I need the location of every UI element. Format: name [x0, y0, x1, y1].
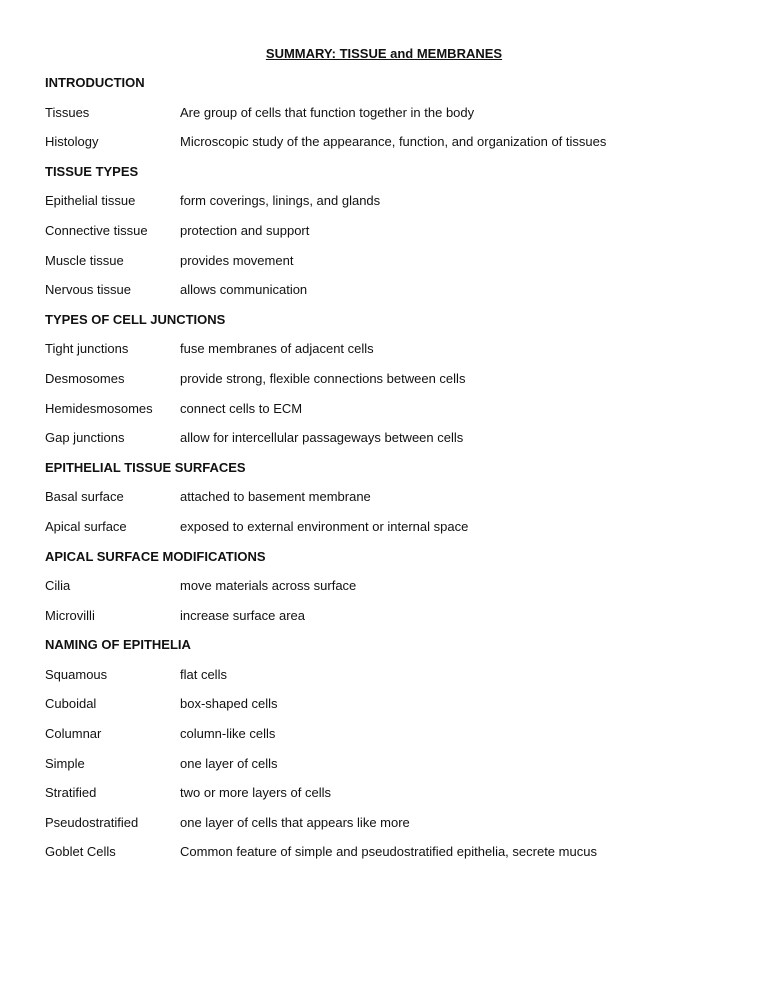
- definition-row: [45, 399, 735, 429]
- definition-text: form coverings, linings, and glands: [180, 193, 381, 209]
- definition-text: move materials across surface: [180, 578, 357, 594]
- term-label: Cuboidal: [45, 696, 97, 712]
- term-label: Stratified: [45, 785, 97, 801]
- definition-row: [45, 132, 735, 162]
- term-label: Goblet Cells: [45, 844, 116, 860]
- definition-text: allow for intercellular passageways between cells: [180, 430, 464, 446]
- definition-text: protection and support: [180, 222, 310, 238]
- term-label: Pseudostratified: [45, 814, 139, 830]
- definition-text: connect cells to ECM: [180, 400, 303, 416]
- section-heading: TYPES OF CELL JUNCTIONS: [45, 311, 226, 327]
- definition-text: Are group of cells that function together in the body: [180, 104, 475, 120]
- definition-row: [45, 783, 735, 813]
- term-label: Nervous tissue: [45, 282, 131, 298]
- definition-row: [45, 724, 735, 754]
- definition-row: [45, 665, 735, 695]
- definition-row: [45, 280, 735, 310]
- definition-text: provide strong, flexible connections between cells: [180, 370, 466, 386]
- definition-row: [45, 576, 735, 606]
- term-label: Histology: [45, 134, 99, 150]
- definition-row: [45, 517, 735, 547]
- document-title: SUMMARY: TISSUE and MEMBRANES: [265, 46, 503, 61]
- definition-row: [45, 694, 735, 724]
- definition-row: [45, 251, 735, 281]
- definition-text: Microscopic study of the appearance, function, and organization of tissues: [180, 134, 607, 150]
- definition-text: fuse membranes of adjacent cells: [180, 341, 374, 357]
- term-label: Connective tissue: [45, 222, 148, 238]
- sections-container: [45, 73, 735, 872]
- section-heading: INTRODUCTION: [45, 75, 145, 90]
- term-label: Epithelial tissue: [45, 193, 136, 209]
- term-label: Columnar: [45, 726, 102, 742]
- term-label: Gap junctions: [45, 430, 125, 446]
- section-heading: TISSUE TYPES: [45, 163, 139, 179]
- definition-text: Common feature of simple and pseudostratified epithelia, secrete mucus: [180, 844, 597, 860]
- definition-row: [45, 428, 735, 458]
- definition-text: flat cells: [180, 666, 227, 682]
- definition-row: [45, 813, 735, 843]
- term-label: Tight junctions: [45, 341, 129, 357]
- term-label: Squamous: [45, 666, 108, 682]
- term-label: Simple: [45, 755, 85, 771]
- definition-row: [45, 754, 735, 784]
- definition-text: two or more layers of cells: [180, 785, 331, 801]
- definition-text: one layer of cells that appears like more: [180, 814, 410, 830]
- definition-row: [45, 842, 735, 872]
- section-heading: NAMING OF EPITHELIA: [45, 637, 191, 653]
- term-label: Apical surface: [45, 518, 127, 534]
- term-label: Desmosomes: [45, 370, 125, 386]
- document-page: [45, 44, 735, 872]
- definition-text: exposed to external environment or internal space: [180, 518, 469, 534]
- section-heading: EPITHELIAL TISSUE SURFACES: [45, 459, 246, 475]
- section-heading: APICAL SURFACE MODIFICATIONS: [45, 548, 266, 564]
- definition-text: attached to basement membrane: [180, 489, 371, 505]
- definition-row: [45, 487, 735, 517]
- definition-row: [45, 339, 735, 369]
- term-label: Cilia: [45, 578, 71, 594]
- definition-row: [45, 221, 735, 251]
- definition-row: [45, 369, 735, 399]
- definition-row: [45, 191, 735, 221]
- definition-text: box-shaped cells: [180, 696, 278, 712]
- term-label: Tissues: [45, 104, 90, 120]
- definition-text: one layer of cells: [180, 755, 278, 771]
- term-label: Hemidesmosomes: [45, 400, 153, 416]
- definition-text: column-like cells: [180, 726, 276, 742]
- term-label: Microvilli: [45, 607, 95, 623]
- definition-row: [45, 103, 735, 133]
- term-label: Muscle tissue: [45, 252, 124, 268]
- term-label: Basal surface: [45, 489, 124, 505]
- definition-text: provides movement: [180, 252, 294, 268]
- definition-text: allows communication: [180, 282, 308, 298]
- definition-row: [45, 606, 735, 636]
- definition-text: increase surface area: [180, 607, 306, 623]
